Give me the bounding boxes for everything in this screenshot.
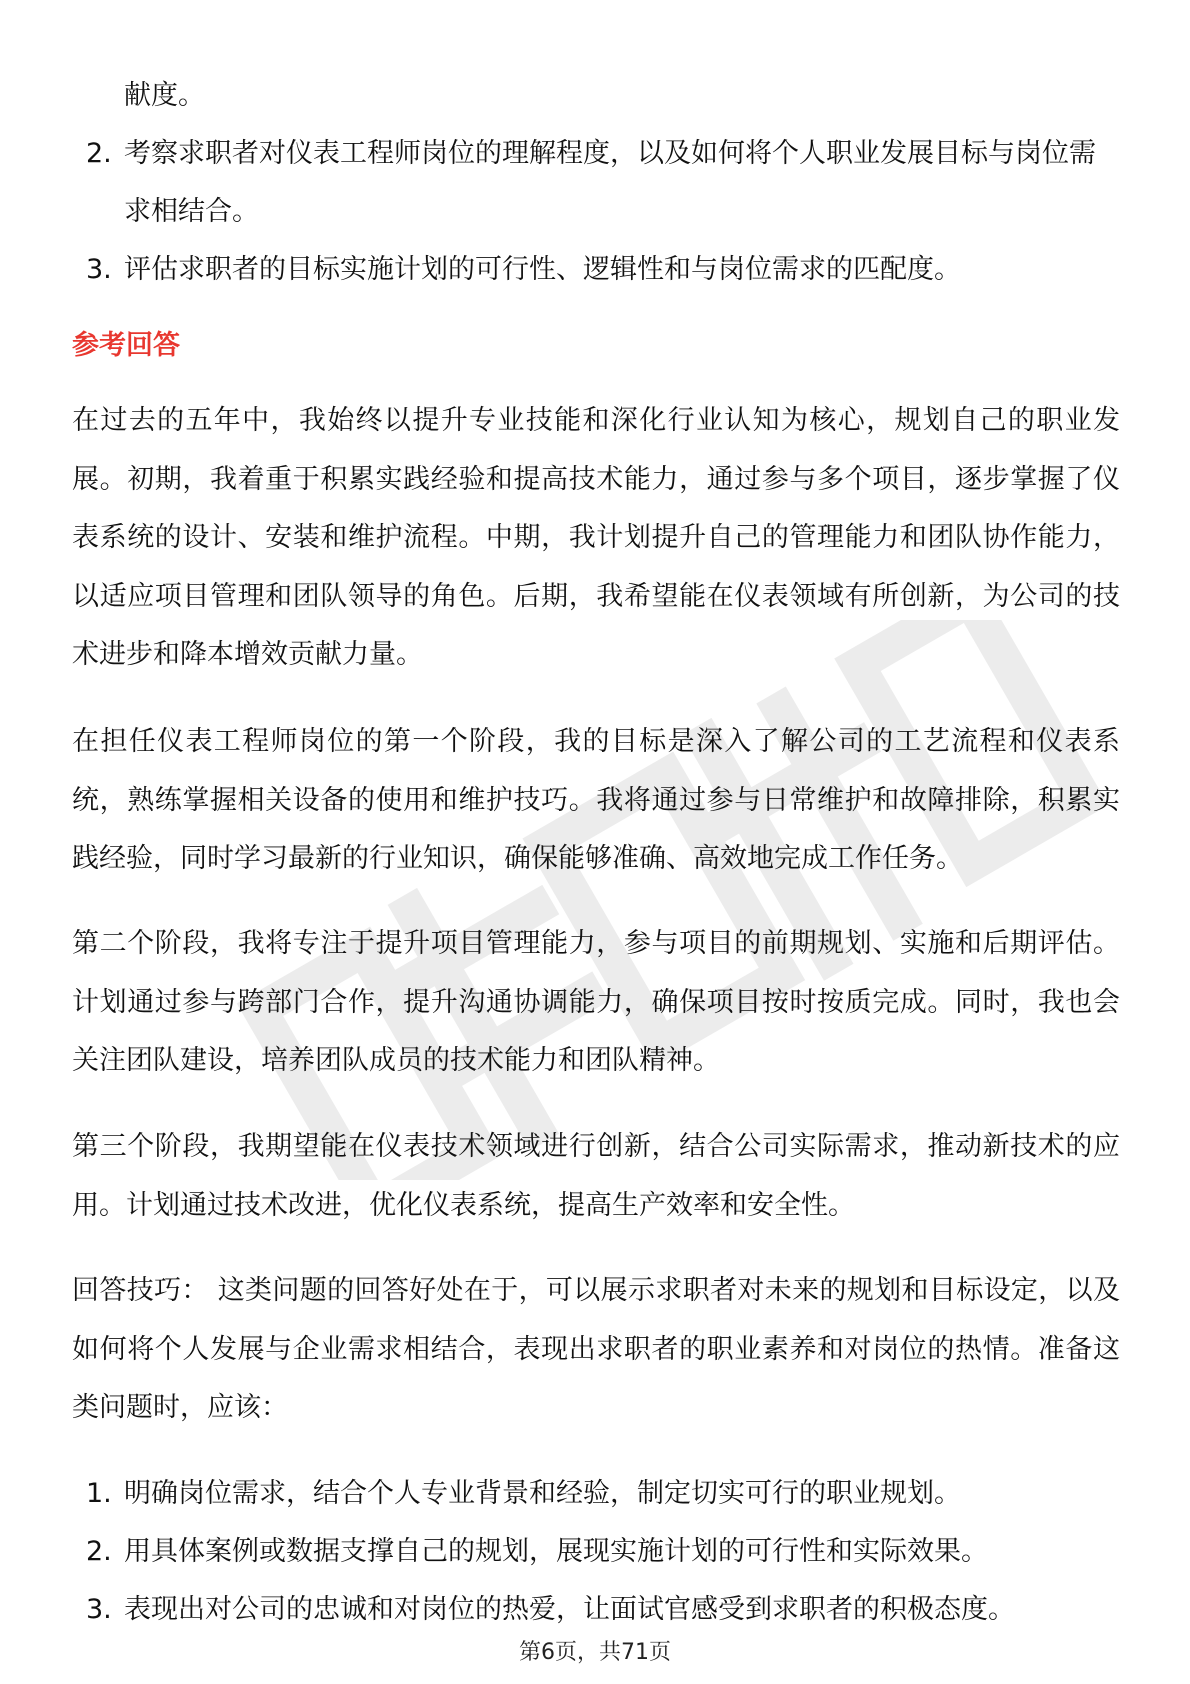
evaluation-points-list [70,125,1120,299]
continued-text: 献度。 [124,80,205,111]
answer-paragraph: 第三个阶段，我期望能在仪表技术领域进行创新，结合公司实际需求，推动新技术的应用。计划通过技术改进，优化仪表系统，提高生产效率和安全性。 [72,1131,1120,1221]
list-item [70,125,1120,241]
list-item-text: 表现出对公司的忠诚和对岗位的热爱，让面试官感受到求职者的积极态度。 [124,1594,1015,1625]
watermark-graphic [220,620,1120,1180]
list-number: 2. [86,138,112,169]
list-item [70,1523,1120,1581]
list-number: 1. [86,1478,112,1509]
tips-list [70,1465,1120,1639]
answer-paragraph: 第二个阶段，我将专注于提升项目管理能力，参与项目的前期规划、实施和后期评估。计划通过参与跨部门合作，提升沟通协调能力，确保项目按时按质完成。同时，我也会关注团队建设，培养团队成员的技术能力和团队精神。 [72,928,1120,1076]
page-number: 第6页，共71页 [519,1640,671,1665]
list-number: 3. [86,1594,112,1625]
list-item-text: 用具体案例或数据支撑自己的规划，展现实施计划的可行性和实际效果。 [124,1536,988,1567]
list-item [70,1581,1120,1639]
list-item-text: 评估求职者的目标实施计划的可行性、逻辑性和与岗位需求的匹配度。 [124,254,961,285]
list-item [70,241,1120,299]
tips-paragraph: 回答技巧： 这类问题的回答好处在于，可以展示求职者对未来的规划和目标设定，以及如何将个人发展与企业需求相结合，表现出求职者的职业素养和对岗位的热情。准备这类问题时，应该： [72,1275,1120,1423]
list-item-text: 明确岗位需求，结合个人专业背景和经验，制定切实可行的职业规划。 [124,1478,961,1509]
list-item [70,1465,1120,1523]
section-heading: 参考回答 [72,330,180,361]
list-number: 3. [86,254,112,285]
list-item-text: 考察求职者对仪表工程师岗位的理解程度，以及如何将个人职业发展目标与岗位需求相结合。 [124,138,1096,227]
list-number: 2. [86,1536,112,1567]
answer-paragraph: 在担任仪表工程师岗位的第一个阶段，我的目标是深入了解公司的工艺流程和仪表系统，熟练掌握相关设备的使用和维护技巧。我将通过参与日常维护和故障排除，积累实践经验，同时学习最新的行业知识，确保能够准确、高效地完成工作任务。 [72,726,1120,874]
answer-paragraph: 在过去的五年中，我始终以提升专业技能和深化行业认知为核心，规划自己的职业发展。初期，我着重于积累实践经验和提高技术能力，通过参与多个项目，逐步掌握了仪表系统的设计、安装和维护流程。中期，我计划提升自己的管理能力和团队协作能力，以适应项目管理和团队领导的角色。后期，我希望能在仪表领域有所创新，为公司的技术进步和降本增效贡献力量。 [72,405,1120,670]
